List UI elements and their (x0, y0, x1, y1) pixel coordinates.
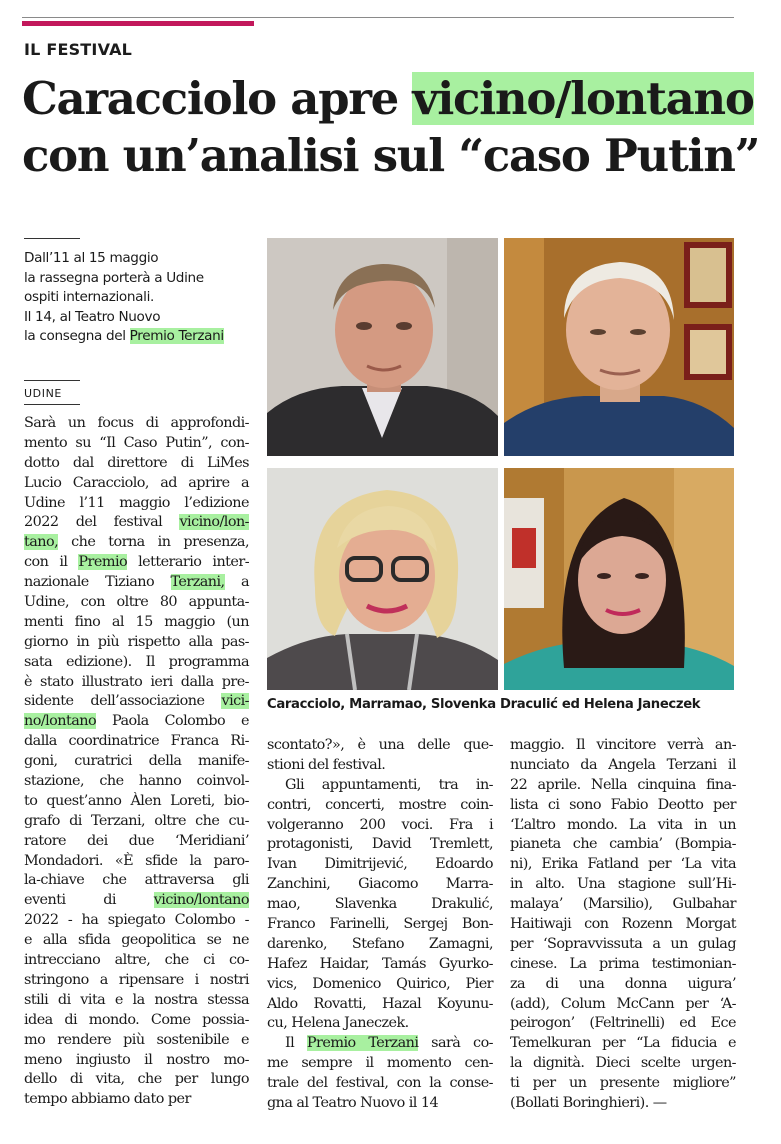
body-text-line (24, 832, 249, 852)
body-text-line (24, 752, 249, 772)
body-text: Udine, con oltre 80 appunta- (24, 594, 249, 611)
body-text-line (24, 414, 249, 434)
body-text: Haitiwaji con Rozenn Morgat (510, 916, 736, 933)
body-text-line (510, 855, 736, 875)
top-rule (22, 17, 734, 18)
body-text: peirogon’ (Feltrinelli) ed Ece (510, 1015, 736, 1032)
dateline-rule-top (24, 380, 80, 381)
deck-summary (24, 249, 252, 347)
body-text: mo rendere più sostenibile e (24, 1031, 249, 1048)
deck-text: la consegna del (24, 328, 130, 344)
body-text-line (267, 736, 493, 756)
section-accent-bar (22, 21, 254, 26)
body-text-line (267, 995, 493, 1015)
body-text: goni, curatrici della manife- (24, 753, 249, 770)
body-text: me sempre il momento cen- (267, 1055, 493, 1072)
body-text: to quest’anno Àlen Loreti, bio- (24, 792, 249, 809)
body-text-line (267, 1014, 493, 1034)
body-text-line (267, 1074, 493, 1094)
body-text-highlight: no/lontano (24, 713, 97, 730)
dateline-rule-bottom (24, 404, 80, 405)
body-text-line (510, 975, 736, 995)
body-text: a (224, 574, 249, 591)
body-text-line (267, 1054, 493, 1074)
body-text: è stato illustrato ieri dalla pre- (24, 673, 249, 690)
body-text: 2022 - ha spiegato Colombo - (24, 912, 249, 929)
body-text-line (24, 673, 249, 693)
body-text: nazionale Tiziano (24, 574, 171, 591)
deck-highlight: Premio Terzani (129, 328, 224, 344)
body-column-3 (510, 736, 736, 1114)
body-text-line (510, 1014, 736, 1034)
body-text-line (267, 756, 493, 776)
body-text-highlight: Terzani, (170, 574, 225, 591)
body-text-line (267, 955, 493, 975)
body-text: giorno in più rispetto alla pas- (24, 633, 249, 650)
body-text: 2022 del festival (24, 514, 180, 531)
body-text-line (267, 935, 493, 955)
body-text: ni), Erika Fatland per ‘La vita (510, 856, 736, 873)
body-text: menti fino al 15 maggio (un (24, 613, 249, 630)
body-text-line (24, 712, 249, 732)
body-text-line (24, 474, 249, 494)
body-text-line (24, 792, 249, 812)
body-text: Ivan Dimitrijević, Edoardo (267, 856, 493, 873)
body-text-line (267, 895, 493, 915)
body-text-line (267, 776, 493, 796)
body-text: la-chiave che attraversa gli (24, 872, 249, 889)
body-text-line (24, 613, 249, 633)
body-text-line (24, 1070, 249, 1090)
body-text: stioni del festival. (267, 756, 386, 773)
body-text: idea di mondo. Come possia- (24, 1011, 249, 1028)
body-text-line (24, 513, 249, 533)
headline (22, 70, 762, 184)
body-text-highlight: tano, (24, 534, 59, 551)
deck-line: ospiti internazionali. (24, 289, 154, 305)
body-text-line (510, 816, 736, 836)
body-text: in alto. Una stagione sull’Hi- (510, 876, 736, 893)
body-text: ‘L’altro mondo. La vita in un (510, 816, 736, 833)
body-text-line (24, 911, 249, 931)
body-text: ti per un presente migliore” (510, 1075, 736, 1092)
body-text: malaya’ (Marsilio), Gulbahar (510, 896, 736, 913)
deck-line (24, 327, 252, 347)
body-text-line (267, 816, 493, 836)
body-text: scontato?», è una delle que- (267, 737, 493, 753)
body-text: Sarà un focus di approfondi- (24, 415, 249, 431)
body-text-line (510, 1054, 736, 1074)
body-text: darenko, Stefano Zamagni, (267, 935, 493, 952)
body-text: maggio. Il vincitore verrà an- (510, 737, 736, 753)
body-text-line (24, 533, 249, 553)
body-column-2 (267, 736, 493, 1114)
body-text: sidente dell’associazione (24, 693, 222, 710)
body-text: Udine l’11 maggio l’edizione (24, 494, 249, 511)
body-text-highlight: Premio Terzani (306, 1035, 419, 1052)
body-text: Gli appuntamenti, tra in- (285, 776, 493, 793)
body-text-line (24, 891, 249, 911)
body-text-line (24, 732, 249, 752)
body-text: cinese. La prima testimonian- (510, 955, 736, 972)
body-text: cu, Helena Janeczek. (267, 1015, 409, 1032)
body-text: dotto dal direttore di LiMes (24, 454, 249, 471)
body-text: volgeranno 200 voci. Fra i (267, 816, 493, 833)
body-text: Temelkuran per “La fiducia e (510, 1035, 736, 1052)
body-text-line (24, 951, 249, 971)
body-text-line (24, 1090, 249, 1110)
body-text-line (24, 1031, 249, 1051)
body-column-1 (24, 414, 249, 1110)
body-text: Aldo Rovatti, Hazal Koyunu- (267, 995, 493, 1012)
dateline: UDINE (24, 387, 62, 400)
body-text: za di una donna uigura’ (510, 975, 736, 992)
body-text: dalla coordinatrice Franca Ri- (24, 733, 249, 750)
headline-highlight: vicino/lontano (412, 72, 754, 125)
body-text: ratore dei due ‘Meridiani’ (24, 832, 249, 849)
body-text: nunciato da Angela Terzani il (510, 756, 736, 773)
body-text: grafo di Terzani, oltre che cu- (24, 812, 249, 829)
photo-marramao (504, 238, 734, 456)
body-text-line (24, 1011, 249, 1031)
photo-caption: Caracciolo, Marramao, Slovenka Draculić ed Helena Janeczek (267, 697, 701, 712)
body-text: mento su “Il Caso Putin”, con- (24, 434, 249, 451)
body-text-line (24, 494, 249, 514)
body-text-line (24, 772, 249, 792)
body-text-line (24, 633, 249, 653)
body-text-line (24, 852, 249, 872)
body-text-line (510, 955, 736, 975)
body-text-line (510, 935, 736, 955)
deck-rule-top (24, 238, 80, 239)
body-text: stili di vita e la nostra stessa (24, 991, 249, 1008)
body-text: (add), Colum McCann per ‘A- (510, 995, 736, 1012)
body-text: la dignità. Dieci scelte urgen- (510, 1055, 736, 1072)
body-text-line (267, 1094, 493, 1114)
body-text: sata edizione). Il programma (24, 653, 249, 670)
body-text-line (24, 653, 249, 673)
body-text: Zanchini, Giacomo Marra- (267, 876, 493, 893)
body-text-line (24, 573, 249, 593)
deck-line: la rassegna porterà a Udine (24, 269, 204, 286)
body-text-line (24, 991, 249, 1011)
body-text-line (24, 553, 249, 573)
body-text: protagonisti, David Tremlett, (267, 836, 493, 853)
body-text-line (510, 915, 736, 935)
body-text-line (24, 812, 249, 832)
body-text: contri, concerti, mostre coin- (267, 796, 493, 813)
body-text-line (24, 434, 249, 454)
headline-text: Caracciolo apre (22, 72, 413, 125)
body-text-line (510, 835, 736, 855)
body-text-line (24, 593, 249, 613)
body-text: trale del festival, con la conse- (267, 1075, 493, 1092)
body-text: e alla sfida geopolitica se ne (24, 932, 249, 949)
section-kicker: IL FESTIVAL (24, 40, 133, 59)
body-text: Hafez Haidar, Tamás Gyurko- (267, 955, 493, 972)
body-text: sarà co- (418, 1035, 493, 1052)
body-text: intrecciano altre, che ci co- (24, 952, 249, 969)
body-text-highlight: vici- (221, 693, 249, 710)
body-text: gna al Teatro Nuovo il 14 (267, 1095, 439, 1112)
body-text-line (24, 931, 249, 951)
body-text: (Bollati Boringhieri). — (510, 1095, 667, 1112)
body-text: stazione, che hanno coinvol- (24, 773, 249, 790)
body-text-line (510, 1094, 736, 1114)
body-text-highlight: vicino/lon- (179, 514, 249, 531)
body-text-line (24, 871, 249, 891)
body-text: lista ci sono Fabio Deotto per (510, 796, 736, 813)
body-text: vics, Domenico Quirico, Pier (267, 975, 493, 992)
deck-line: Il 14, al Teatro Nuovo (24, 308, 161, 325)
body-text: meno ingiusto il nostro mo- (24, 1051, 249, 1068)
body-text-highlight: Premio (78, 554, 128, 571)
body-text-line (510, 875, 736, 895)
body-text: Il (285, 1035, 307, 1052)
body-text-line (267, 915, 493, 935)
photo-drakulic (267, 468, 498, 690)
body-text-line (267, 835, 493, 855)
body-text-line (510, 1034, 736, 1054)
body-text: stringono a ripensare i nostri (24, 971, 249, 988)
body-text-line (24, 692, 249, 712)
body-text: Mondadori. «È sfide la paro- (24, 852, 249, 869)
body-text-line (510, 995, 736, 1015)
body-text: mao, Slavenka Drakulić, (267, 896, 493, 913)
body-text-line (510, 776, 736, 796)
headline-line-2: con un’analisi sul “caso Putin” (22, 129, 760, 182)
body-text: tempo abbiamo dato per (24, 1091, 191, 1108)
body-text: 22 aprile. Nella cinquina fina- (510, 776, 736, 793)
body-text: Franco Farinelli, Sergej Bon- (267, 916, 493, 933)
photo-caracciolo (267, 238, 498, 456)
body-text: per ‘Sopravvissuta a un gulag (510, 935, 736, 952)
body-text-line (267, 875, 493, 895)
body-text: Paola Colombo e (96, 713, 249, 730)
body-text-line (267, 855, 493, 875)
body-text-line (510, 756, 736, 776)
body-text-line (24, 1051, 249, 1071)
body-text-line (510, 1074, 736, 1094)
body-text-line (24, 971, 249, 991)
body-text: Lucio Caracciolo, ad aprire a (24, 474, 249, 491)
body-text: letterario inter- (127, 554, 250, 571)
body-text-line (267, 1034, 493, 1054)
photo-janeczek (504, 468, 734, 690)
body-text-line (267, 796, 493, 816)
body-text: che torna in presenza, (58, 534, 249, 551)
body-text-line (510, 736, 736, 756)
body-text-line (510, 895, 736, 915)
deck-line: Dall’11 al 15 maggio (24, 250, 159, 266)
body-text-line (267, 975, 493, 995)
body-text: dello di vita, che per lungo (24, 1071, 249, 1088)
body-text: pianeta che cambia’ (Bompia- (510, 836, 736, 853)
body-text-line (510, 796, 736, 816)
body-text: con il (24, 554, 79, 571)
body-text: eventi di (24, 892, 154, 909)
headline-line-1 (22, 70, 762, 127)
body-text-line (24, 454, 249, 474)
body-text-highlight: vicino/lontano (153, 892, 249, 909)
